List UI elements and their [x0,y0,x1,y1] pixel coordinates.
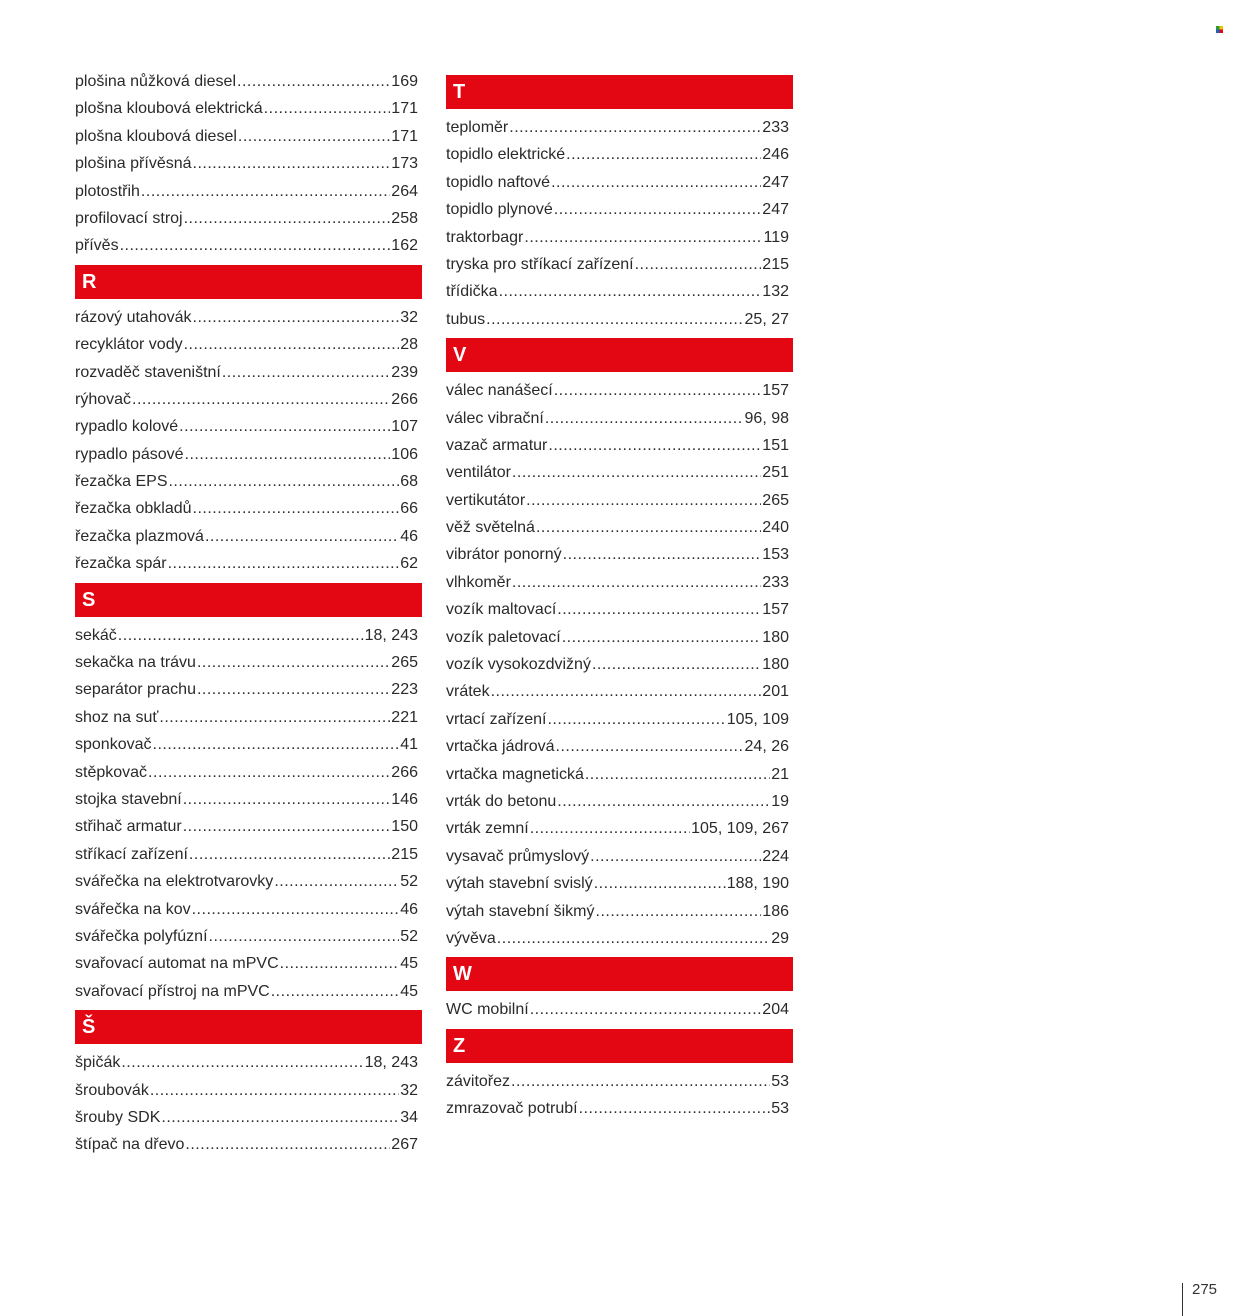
index-entry-page: 150 [391,818,418,836]
index-entry-page: 240 [762,519,789,537]
index-entry-page: 246 [762,146,789,164]
dot-leader [585,761,770,788]
dot-leader [557,788,770,815]
page-number: 275 [1192,1281,1218,1298]
index-column-right [446,68,793,1123]
index-entry-vozik-maltovaci [446,596,793,623]
dot-leader [237,68,390,95]
index-entry-vyveva [446,925,793,952]
dot-leader [512,569,761,596]
index-entry-term: vrták do betonu [446,792,557,810]
index-entry-page: 157 [762,382,789,400]
dot-leader [161,1104,399,1131]
index-entry-topidlo-elektricke [446,141,793,168]
index-entry-term: profilovací stroj [75,209,183,227]
index-entry-vertikutator [446,487,793,514]
index-entry-term: výtah stavební svislý [446,875,593,893]
index-entry-sroubovak [75,1077,422,1104]
index-entry-page: 247 [762,201,789,219]
letter-header-s-caron: Š [75,1010,422,1044]
index-entry-page: 52 [400,873,418,891]
index-entry-plotostrih [75,178,422,205]
index-entry-page: 171 [391,100,418,118]
index-entry-page: 18, 243 [364,626,418,644]
index-entry-page: 21 [771,765,789,783]
index-entry-page: 247 [762,173,789,191]
index-entry-vratek [446,678,793,705]
index-entry-term: štípač na dřevo [75,1136,185,1154]
index-entry-tryska-pro-strikaci-zarizeni [446,251,793,278]
index-entry-term: vertikutátor [446,491,526,509]
index-entry-sekacka-na-travu [75,649,422,676]
index-entry-page: 18, 243 [364,1054,418,1072]
index-entry-tubus [446,306,793,333]
index-entry-term: traktorbagr [446,228,524,246]
dot-leader [185,1131,390,1158]
index-entry-vazac-armatur [446,432,793,459]
index-entry-page: 32 [400,1081,418,1099]
index-entry-page: 266 [391,763,418,781]
index-entry-term: vrátek [446,683,490,701]
index-entry-page: 267 [391,1136,418,1154]
index-entry-page: 25, 27 [744,310,789,328]
index-entry-sponkovac [75,731,422,758]
dot-leader [536,514,761,541]
dot-leader [192,896,400,923]
dot-leader [193,304,400,331]
index-entry-vysavac-prumyslovy [446,843,793,870]
dot-leader [486,306,743,333]
index-entry-page: 28 [400,336,418,354]
dot-leader [274,868,399,895]
index-entry-vibrator-ponorny [446,541,793,568]
dot-leader [189,841,390,868]
index-entry-term: topidlo plynové [446,201,553,219]
dot-leader [590,843,761,870]
index-entry-strikaci-zarizeni [75,841,422,868]
index-entry-page: 162 [391,237,418,255]
dot-leader [530,815,690,842]
index-entry-term: sekáč [75,626,117,644]
index-entry-page: 251 [762,464,789,482]
index-entry-strihac-armatur [75,813,422,840]
index-entry-ventilator [446,459,793,486]
index-entry-term: řezačka spár [75,555,167,573]
index-entry-term: válec nanášecí [446,382,553,400]
index-entry-term: rázový utahovák [75,308,192,326]
index-entry-term: svářečka polyfúzní [75,927,208,945]
index-entry-vlhkomer [446,569,793,596]
index-entry-stepkovac [75,759,422,786]
index-entry-plosina-privesna [75,150,422,177]
dot-leader [566,141,761,168]
index-entry-term: řezačka plazmová [75,527,204,545]
dot-leader [153,731,400,758]
index-entry-term: WC mobilní [446,1001,529,1019]
index-entry-razovy-utahovak [75,304,422,331]
index-entry-page: 180 [762,628,789,646]
dot-leader [197,649,390,676]
index-entry-vytah-stavebni-svisly [446,870,793,897]
index-entry-page: 105, 109 [726,710,789,728]
index-entry-page: 119 [763,228,789,246]
dot-leader [548,432,761,459]
dot-leader [557,596,761,623]
index-entry-term: vysavač průmyslový [446,847,590,865]
letter-header-z: Z [446,1029,793,1063]
index-entry-term: řezačka EPS [75,473,168,491]
dot-leader [185,441,391,468]
index-entry-vrtacka-jadrova [446,733,793,760]
dot-leader [280,950,400,977]
dot-leader [592,651,761,678]
index-entry-srouby-sdk [75,1104,422,1131]
index-entry-page: 106 [391,445,418,463]
index-entry-term: přívěs [75,237,119,255]
index-entry-page: 96, 98 [744,409,789,427]
index-entry-term: vrták zemní [446,820,529,838]
index-entry-stojka-stavebni [75,786,422,813]
dot-leader [554,196,762,223]
index-entry-rezacka-plazmova [75,523,422,550]
index-entry-page: 265 [762,491,789,509]
index-entry-page: 45 [400,955,418,973]
index-entry-term: šroubovák [75,1081,149,1099]
index-entry-plosna-kloubova-diesel [75,123,422,150]
index-entry-topidlo-plynove [446,196,793,223]
index-entry-page: 62 [400,555,418,573]
index-entry-svarovaci-automat-na-mpvc [75,950,422,977]
index-entry-term: řezačka obkladů [75,500,192,518]
dot-leader [193,495,400,522]
index-entry-term: vrtačka jádrová [446,738,555,756]
dot-leader [159,704,390,731]
dot-leader [184,205,391,232]
index-entry-ryhovac [75,386,422,413]
dot-leader [193,150,391,177]
index-entry-page: 224 [762,847,789,865]
index-entry-valec-vibracni [446,405,793,432]
index-entry-term: vrtací zařízení [446,710,547,728]
index-entry-term: plošina nůžková diesel [75,73,236,90]
letter-header-t: T [446,75,793,109]
dot-leader [497,925,770,952]
index-entry-page: 32 [400,308,418,326]
dot-leader [132,386,390,413]
index-entry-term: topidlo elektrické [446,146,566,164]
index-entry-rezacka-eps [75,468,422,495]
index-entry-page: 186 [762,902,789,920]
dot-leader [499,278,762,305]
index-entry-page: 173 [391,155,418,173]
index-entry-page: 66 [400,500,418,518]
index-entry-term: plošna kloubová diesel [75,127,237,145]
dot-leader [184,331,400,358]
index-entry-term: svářečka na elektrotvarovky [75,873,274,891]
dot-leader [554,377,762,404]
index-entry-term: stojka stavební [75,790,182,808]
index-entry-page: 34 [400,1108,418,1126]
dot-leader [556,733,744,760]
index-entry-page: 266 [391,390,418,408]
dot-leader [120,232,391,259]
dot-leader [547,706,725,733]
dot-leader [205,523,399,550]
index-entry-page: 105, 109, 267 [691,820,789,838]
index-entry-prives [75,232,422,259]
index-entry-term: vozík vysokozdvižný [446,656,591,674]
index-entry-term: teploměr [446,119,509,136]
index-entry-page: 41 [400,736,418,754]
dot-leader [179,413,390,440]
index-entry-shoz-na-sut [75,704,422,731]
index-entry-term: vývěva [446,929,496,947]
index-entry-vrtak-do-betonu [446,788,793,815]
index-entry-term: plotostřih [75,182,140,200]
index-entry-term: sekačka na trávu [75,654,196,672]
index-entry-page: 157 [762,601,789,619]
index-entry-term: vozík maltovací [446,601,557,619]
index-entry-page: 52 [400,927,418,945]
index-entry-term: zmrazovač potrubí [446,1100,578,1118]
index-entry-page: 180 [762,656,789,674]
letter-header-r: R [75,265,422,299]
index-entry-page: 46 [400,527,418,545]
index-entry-zavitorez [446,1068,793,1095]
dot-leader [511,1068,770,1095]
dot-leader [563,541,762,568]
dot-leader [524,224,762,251]
index-entry-stipac-na-drevo [75,1131,422,1158]
dot-leader [271,978,399,1005]
index-entry-vrtak-zemni [446,815,793,842]
dot-leader [183,813,391,840]
dot-leader [209,923,400,950]
index-entry-page: 215 [391,845,418,863]
index-entry-rypadlo-kolove [75,413,422,440]
index-entry-term: vrtačka magnetická [446,765,584,783]
index-entry-page: 171 [391,127,418,145]
dot-leader [491,678,762,705]
index-entry-page: 201 [762,683,789,701]
index-entry-term: separátor prachu [75,681,196,699]
dot-leader [562,624,762,651]
index-entry-page: 53 [771,1100,789,1118]
dot-leader [238,123,390,150]
index-entry-page: 29 [771,929,789,947]
dot-leader [545,405,744,432]
index-entry-term: válec vibrační [446,409,544,427]
index-entry-vrtaci-zarizeni [446,706,793,733]
index-entry-page: 68 [400,473,418,491]
index-entry-rezacka-obkladu [75,495,422,522]
index-entry-term: sponkovač [75,736,152,754]
index-entry-page: 233 [762,119,789,136]
index-entry-term: šrouby SDK [75,1108,161,1126]
letter-header-w: W [446,957,793,991]
index-entry-vrtacka-magneticka [446,761,793,788]
index-entry-page: 132 [762,283,789,301]
index-entry-page: 53 [771,1072,789,1090]
index-entry-vozik-paletovaci [446,624,793,651]
index-entry-page: 204 [762,1001,789,1019]
dot-leader [150,1077,399,1104]
color-registration-mark [1216,26,1223,33]
index-entry-topidlo-naftove [446,169,793,196]
dot-leader [579,1095,771,1122]
dot-leader [530,996,762,1023]
index-entry-rezacka-spar [75,550,422,577]
index-entry-rypadlo-pasove [75,441,422,468]
index-entry-profilovaci-stroj [75,205,422,232]
index-entry-term: výtah stavební šikmý [446,902,595,920]
index-entry-term: rypadlo pásové [75,445,184,463]
index-entry-term: plošna kloubová elektrická [75,100,263,118]
index-entry-rozvadec-stavenistni [75,359,422,386]
index-entry-page: 153 [762,546,789,564]
dot-leader [118,622,364,649]
index-entry-vytah-stavebni-sikmy [446,898,793,925]
dot-leader [594,870,726,897]
index-entry-term: třídička [446,283,498,301]
index-entry-page: 107 [391,418,418,436]
index-entry-term: svařovací přístroj na mPVC [75,982,270,1000]
dot-leader [141,178,390,205]
dot-leader [197,676,390,703]
dot-leader [183,786,391,813]
index-entry-term: rozvaděč staveništní [75,363,221,381]
index-entry-page: 265 [391,654,418,672]
index-entry-page: 233 [762,573,789,591]
dot-leader [635,251,762,278]
index-entry-term: svářečka na kov [75,900,191,918]
index-entry-term: topidlo naftové [446,173,551,191]
index-entry-page: 46 [400,900,418,918]
index-entry-page: 45 [400,982,418,1000]
index-entry-page: 19 [771,792,789,810]
index-entry-term: vazač armatur [446,436,548,454]
index-entry-page: 239 [391,363,418,381]
index-entry-page: 258 [391,209,418,227]
index-entry-vozik-vysokozdvizny [446,651,793,678]
index-entry-page: 188, 190 [726,875,789,893]
index-entry-spicak [75,1049,422,1076]
index-entry-page: 215 [762,255,789,273]
index-entry-page: 223 [391,681,418,699]
dot-leader [168,550,400,577]
index-entry-term: věž světelná [446,519,535,537]
index-entry-page: 169 [391,73,418,90]
index-entry-page: 221 [391,708,418,726]
dot-leader [512,459,761,486]
dot-leader [264,95,391,122]
index-entry-term: stříkací zařízení [75,845,188,863]
index-entry-term: shoz na suť [75,708,159,726]
index-entry-term: vibrátor ponorný [446,546,562,564]
index-entry-plosna-kloubova-elektricka [75,95,422,122]
index-entry-page: 151 [762,436,789,454]
index-entry-term: recyklátor vody [75,336,183,354]
index-entry-teplomer [446,114,793,141]
index-entry-wc-mobilni [446,996,793,1023]
index-entry-zmrazovac-potrubi [446,1095,793,1122]
index-entry-page: 146 [391,790,418,808]
index-entry-traktorbagr [446,224,793,251]
letter-header-s: S [75,583,422,617]
index-column-left [75,68,422,1159]
index-entry-term: vozík paletovací [446,628,561,646]
index-entry-tridicka [446,278,793,305]
letter-header-v: V [446,338,793,372]
index-entry-term: závitořez [446,1072,511,1090]
index-entry-term: tryska pro stříkací zařízení [446,255,634,273]
index-entry-plosina-nuzkova-diesel [75,68,422,95]
index-entry-separator-prachu [75,676,422,703]
index-entry-vez-svetelna [446,514,793,541]
index-entry-term: střihač armatur [75,818,182,836]
index-entry-term: stěpkovač [75,763,148,781]
index-entry-recyklator-vody [75,331,422,358]
index-entry-term: tubus [446,310,486,328]
dot-leader [168,468,399,495]
index-entry-svarecka-na-elektrotvarovky [75,868,422,895]
index-entry-svarecka-polyfuzni [75,923,422,950]
index-entry-term: rýhovač [75,390,132,408]
dot-leader [526,487,761,514]
dot-leader [148,759,390,786]
index-entry-sekac [75,622,422,649]
dot-leader [121,1049,363,1076]
index-entry-term: plošina přívěsná [75,155,192,173]
dot-leader [596,898,762,925]
dot-leader [509,114,761,141]
index-entry-term: svařovací automat na mPVC [75,955,279,973]
index-entry-page: 24, 26 [744,738,789,756]
index-entry-svarovaci-pristroj-na-mpvc [75,978,422,1005]
index-entry-term: rypadlo kolové [75,418,179,436]
dot-leader [222,359,390,386]
index-entry-valec-nanaseci [446,377,793,404]
page-number-divider [1182,1283,1183,1316]
index-entry-term: ventilátor [446,464,511,482]
dot-leader [551,169,761,196]
index-entry-term: vlhkoměr [446,573,511,591]
index-entry-svarecka-na-kov [75,896,422,923]
index-entry-term: špičák [75,1054,121,1072]
index-entry-page: 264 [391,182,418,200]
